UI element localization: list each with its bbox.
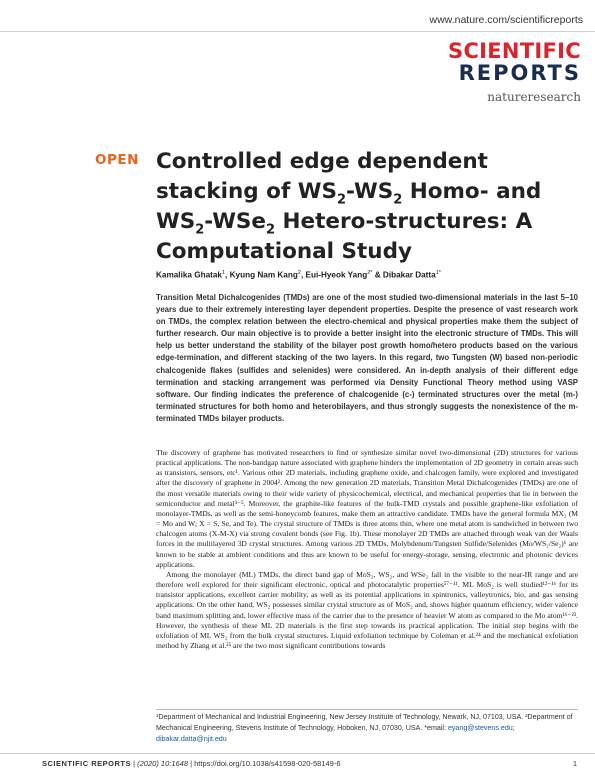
footer-divider — [0, 753, 595, 754]
title-line-3: $WS_2-WSe_2$ Hetero-structures: A — [156, 209, 533, 238]
footer-doi[interactable]: | https://doi.org/10.1038/s41598-020-58149-6 — [188, 759, 341, 768]
page-number: 1 — [572, 759, 577, 768]
title-line-4: Computational Study — [156, 239, 412, 264]
body-paragraph: The discovery of graphene has motivated researchers to find or synthesize similar novel two-dimensional (2D) structures for various practical applications. The non-bandgap nature associated with graphene hinders the implementation of 2D geometry in certain areas such as transistors, sensors, etc¹. Various other 2D materials, including graphene oxide, and chalcogen family, were explored and investigated after the discovery of graphene in 2004². Among the new generation 2D materials, Transition Metal Dichalcogenides (TMDs) are one of the most versatile materials owing to their wide variety of physicochemical, electrical, and mechanical properties that lie in between the semiconductor and metal³⁻⁵. Moreover, the graphite-like features of the bulk-TMD crystals and possible graphene-like exfoliation of monolayer-TMDs, as well as the semi-honeycomb features, make them an attractive candidate. TMDs have the general formula MX₂ (M = Mo and W; X = S, Se, and Te). The crystal structure of TMDs is three atoms thin, where one metal atom is sandwiched in between two chalcogen atoms (X-M-X) via strong covalent bonds (see Fig. 1b). These monolayer 2D TMDs are attached through weak van der Waals forces in the multilayered 3D crystal structures. Among various 2D TMDs, Molybdenum/Tungsten Sulfide/Selenides (Mo/WS₂/Se₂)⁶ are known to be stable at ambient conditions and thus are known to be useful for energy-storage, sensing, electronic and photonic devices applications. — [156, 448, 578, 569]
article-title — [156, 147, 576, 267]
journal-brand — [448, 40, 581, 104]
author[interactable]: Eui-Hyeok Yang — [305, 270, 368, 280]
page-footer: SCIENTIFIC REPORTS | (2020) 10:1648 | https://doi.org/10.1038/s41598-020-58149-6 — [42, 759, 341, 768]
body-paragraph: Among the monolayer (ML) TMDs, the direct band gap of MoS₂, WS₂, and WSe₂ fall in the visible to the near-IR range and are therefore well explored for their significant electronic, optical and photocatalytic properties⁵⁷⁻¹¹. ML MoS₂ is well studied¹²⁻¹⁶ for its transistor applications, excellent carrier mobility, as well as its potential applications in spintronics, valleytronics, bio, and gas sensing applications. On the other hand, WS₂ possesses similar crystal structure as of MoS₂ and, shows higher quantum efficiency, wider valence band maximum splitting and, lower effective mass of the carrier due to the presence of heavier W atom as compared to the Mo atom¹⁶⁻²³. However, the synthesis of these ML 2D materials is the first step towards its practical application. The initial step begins with the exfoliation of ML WS₂ from the bulk crystal structures. Liquid exfoliation technique by Coleman et al.²⁴ and the mechanical exfoliation method by Zhang et al.²⁵ are the two most significant contributions towards — [156, 569, 578, 650]
footer-journal: SCIENTIFIC REPORTS — [42, 759, 132, 768]
brand-reports: REPORTS — [458, 61, 581, 85]
body-text — [156, 448, 578, 651]
author[interactable]: Kamalika Ghatak — [156, 270, 222, 280]
title-line-2: stacking of $WS_2-WS_2$ Homo- and — [156, 179, 542, 208]
email-link[interactable]: eyang@stevens.edu — [447, 724, 513, 732]
email-link[interactable]: dibakar.datta@njit.edu — [156, 735, 227, 743]
author[interactable]: Kyung Nam Kang — [229, 270, 298, 280]
header-divider — [0, 31, 595, 32]
brand-scientific: SCIENTIFIC — [448, 39, 581, 63]
author[interactable]: Dibakar Datta — [382, 270, 436, 280]
brand-publisher: natureresearch — [487, 90, 581, 104]
affiliations-footnote: ¹Department of Mechanical and Industrial Engineering, New Jersey Institute of Technology, Newark, NJ, 07103, USA. ²Department of Mechanical Engineering, Stevens Institute of Technology, Hoboken, NJ, 07030, USA. *email: eyang@stevens.edu; dibakar.datta@njit.edu — [156, 713, 573, 743]
journal-url[interactable]: www.nature.com/scientificreports — [429, 14, 583, 26]
title-line-1: Controlled edge dependent — [156, 149, 488, 174]
footnote-divider — [156, 709, 578, 710]
author-list: Kamalika Ghatak$^1$, Kyung Nam Kang$^2$, Eui-Hyeok Yang$^{2*}$ & Dibakar Datta$^{1*}$ — [156, 270, 441, 280]
footer-citation: (2020) 10:1648 — [137, 759, 189, 768]
open-access-label: OPEN — [95, 152, 139, 168]
abstract: Transition Metal Dichalcogenides (TMDs) are one of the most studied two-dimensional materials in the last 5–10 years due to their extremely interesting layer dependent properties. Despite the presence of vast research work on TMDs, the complex relation between the electro-chemical and physical properties make them the subject of further research. Our main objective is to provide a better insight into the electronic structure of TMDs. This will help us better understand the stability of the bilayer post growth homo/hetero products based on the various edge-termination, and different stacking of the two layers. In this regard, two Tungsten (W) based non-periodic chalcogenide flakes (sulfides and selenides) were considered. An in-depth analysis of their different edge termination and stacking arrangement was performed via Density Functional Theory method using VASP software. Our finding indicates the preference of chalcogenide (c-) terminated structures over the metal (m-) terminated structures for both homo and heterobilayers, and thus strongly suggests the nonexistence of the m-terminated TMDs bilayer products. — [156, 293, 578, 423]
